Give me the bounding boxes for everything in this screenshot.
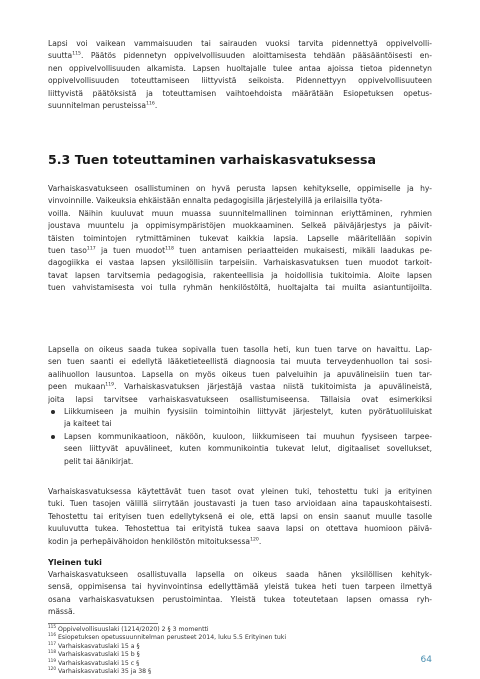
text-line: sensä, oppimisensa tai hyvinvointinsa edellyttämää yleistä tukea heti tuen tarpeen ilmettyä bbox=[48, 582, 432, 592]
footnote-divider bbox=[48, 623, 158, 624]
text-line: kodin ja perhepäivähoidon henkilöstön mitoituksessa$^{120}$. bbox=[48, 536, 262, 546]
list-item bbox=[48, 406, 432, 431]
text-line: tuen taso$^{117}$ ja tuen muodot$^{118}$ tuen antamisen periaatteiden mukaisesti, mikäli laadukas pe- bbox=[48, 246, 432, 256]
text-line: tuen vahvistamisesta voi tulla ryhmän henkilöstöltä, huoltajalta tai muilta asiantuntijoilta. bbox=[48, 283, 432, 293]
text-line: aalihuollon lausuntoa. Lapsella on myös oikeus tuen palveluihin ja apuvälineisiin tuen tar- bbox=[48, 369, 432, 379]
footnote: $^{120}$ Varhaiskasvatuslaki 35 ja 38 § bbox=[48, 665, 152, 676]
text-line: peen mukaan$^{119}$. Varhaiskasvatuksen järjestäjä vastaa niistä tukitoimista ja apuvälineistä, bbox=[48, 382, 432, 392]
text-line: Lapsella on oikeus saada tukea sopivalla tuen tasolla heti, kun tuen tarve on havaittu. Lap- bbox=[48, 345, 432, 354]
text-line: vinvoinnille. Vaikeuksia ehkäistään ennalta pedagogisilla järjestelyillä ja erilaisilla työta- bbox=[48, 196, 383, 206]
footnote: $^{117}$ Varhaiskasvatuslaki 15 a § bbox=[48, 640, 140, 650]
paragraph-intro bbox=[48, 38, 432, 112]
text-line: voilla. Näihin kuuluvat muun muassa suunnitelmallinen toiminnan eriyttäminen, ryhmien bbox=[48, 208, 432, 218]
section-heading: 5.3 Tuen toteuttaminen varhaiskasvatuksessa bbox=[48, 152, 376, 167]
footnote-ref: 117 bbox=[86, 246, 96, 252]
footnote: $^{116}$ Esiopetuksen opetussuunnitelman perusteet 2014, luku 5.5 Erityinen tuki bbox=[48, 632, 287, 642]
paragraph-support bbox=[48, 183, 432, 295]
text-line: Lapsen kommunikaatioon, näköön, kuuloon, liikkumiseen tai muuhun fyysiseen tarpee- bbox=[64, 431, 432, 441]
text-line: tavat lapsen tarvitsemia pedagogisia, rakenteellisia ja hoidollisia tukitoimia. Aloite lapsen bbox=[48, 270, 432, 280]
text-line: nen oppivelvollisuuden alkamista. Lapsen huoltajalle tulee antaa ajoissa tietoa pidennetyn bbox=[48, 63, 432, 73]
list-item bbox=[48, 431, 432, 468]
text-line: oppivelvollisuuden toteuttamiseen liittyvistä seikoista. Pidennettyyn oppivelvollisuuteen bbox=[48, 76, 432, 86]
footnote-ref: 116 bbox=[146, 101, 155, 107]
text-line: joita lapsi tarvitsee varhaiskasvatukseen osallistumiseensa. Tällaisia ovat esimerkiksi bbox=[48, 394, 432, 404]
text-line: Lapsi voi vaikean vammaisuuden tai sairauden vuoksi tarvita pidennettyä oppivelvolli- bbox=[48, 39, 432, 48]
footnote: $^{115}$ Oppivelvollisuuslaki (1214/2020) 2 § 3 momentti bbox=[48, 623, 209, 633]
text-line: seen liittyvät apuvälineet, kuten kommunikointia tukevat lelut, digitaaliset sovellukset, bbox=[64, 444, 432, 454]
text-line: Varhaiskasvatuksessa käytettävät tuen tasot ovat yleinen tuki, tehostettu tuki ja erityinen bbox=[48, 487, 432, 496]
section-heading-block bbox=[48, 152, 432, 168]
text-line: osana varhaiskasvatuksen perustoimintaa. Yleistä tukea toteutetaan lapsen omassa ryh- bbox=[48, 594, 432, 604]
bullet-icon bbox=[51, 410, 55, 414]
text-line: suunnitelman perusteissa$^{116}$. bbox=[48, 101, 158, 111]
text-line: liittyvistä päätöksistä ja toteuttamisen vaihtoehdoista määrätään Esiopetuksen opetus- bbox=[48, 88, 432, 98]
text-line: pelit tai äänikirjat. bbox=[64, 456, 134, 466]
text-line: suutta$^{115}$. Päätös pidennetyn oppivelvollisuuden aloittamisesta tehdään pääsääntöisesti en- bbox=[48, 51, 432, 61]
text-line: mässä. bbox=[48, 607, 76, 617]
bullet-list bbox=[48, 406, 432, 468]
text-line: tuki. Tuen tasojen välillä siirrytään joustavasti ja tuen taso arvioidaan aina tapauskohtaisesti. bbox=[48, 499, 432, 509]
text-line: ja kaiteet tai bbox=[64, 419, 112, 429]
footnote-ref: 120 bbox=[250, 537, 259, 543]
footnote-ref: 119 bbox=[105, 382, 115, 388]
footnotes bbox=[48, 623, 432, 676]
paragraph-levels bbox=[48, 486, 432, 548]
subsection-heading: Yleinen tuki bbox=[48, 558, 102, 567]
text-line: sen tuen saanti ei edellytä lääketieteellistä diagnoosia tai muuta terveydenhuollon tai sosi- bbox=[48, 357, 432, 367]
text-line: dagogiikka ei vastaa lapsen yksilöllisiin tarpeisiin. Varhaiskasvatuksen tuen muodot tarkoit- bbox=[48, 258, 432, 268]
page-number: 64 bbox=[420, 655, 432, 665]
text-line: kuuluvutta tukea. Tehostettua tai erityistä tukea saava lapsi on otettava huomioon päivä- bbox=[48, 524, 432, 534]
footnote-ref: 115 bbox=[72, 51, 81, 57]
text-line: joustava muuntelu ja oppimisympäristöjen muokkaaminen. Selkeä päiväjärjestys ja päivit- bbox=[48, 221, 432, 231]
text-line: Varhaiskasvatukseen osallistuvalla lapsella on oikeus saada hänen yksilöllisen kehityk- bbox=[48, 570, 432, 579]
text-line: Liikkumiseen ja muihin fyysisiin toimintoihin liittyvät järjestelyt, kuten pyörätuoliluiskat bbox=[64, 407, 432, 417]
footnote-ref: 118 bbox=[165, 246, 174, 252]
text-line: Varhaiskasvatukseen osallistuminen on hyvä perusta lapsen kehitykselle, oppimiselle ja hy- bbox=[48, 184, 432, 193]
footnote: $^{119}$ Varhaiskasvatuslaki 15 c § bbox=[48, 657, 140, 667]
footnote: $^{118}$ Varhaiskasvatuslaki 15 b § bbox=[48, 649, 140, 659]
bullet-icon bbox=[51, 435, 55, 439]
subsection-general-support bbox=[48, 557, 432, 619]
text-line: täisten toimintojen rytmittäminen tukevat kaikkia lapsia. Lapselle määritellään sopivin bbox=[48, 233, 432, 243]
text-line: Tehostettu tai erityisen tuen edellytyksenä ei ole, että lapsi on ensin saanut muulle tasolle bbox=[48, 511, 432, 521]
paragraph-right-to-support bbox=[48, 344, 432, 468]
